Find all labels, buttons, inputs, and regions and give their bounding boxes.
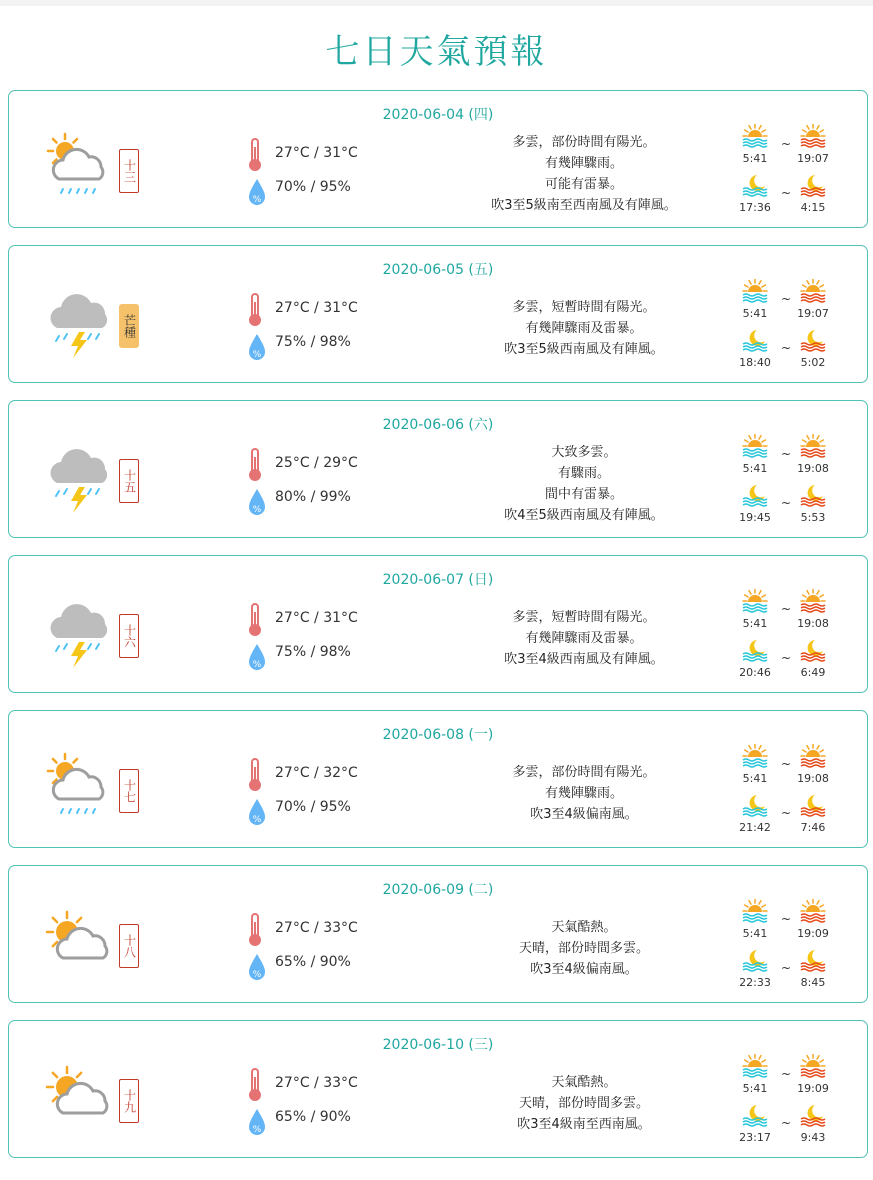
description-line: 多雲，部份時間有陽光。 (512, 765, 656, 780)
humidity-icon-wrap (247, 332, 267, 362)
moonrise-time: 22:33 (739, 976, 771, 989)
temperature-range: 27°C / 32°C (275, 765, 358, 781)
tilde-separator: ~ (781, 137, 792, 151)
moonset-icon (799, 328, 827, 352)
sunrise-icon (741, 589, 769, 613)
moonrise-icon (741, 483, 769, 507)
humidity-range: 65% / 90% (275, 1109, 351, 1125)
moonset-icon (799, 948, 827, 972)
moonrise-icon (741, 173, 769, 197)
lunar-date: 十三 (122, 159, 137, 183)
forecast-date: 2020-06-08 (一) (382, 727, 494, 743)
sunset-icon (799, 1054, 827, 1078)
moonrise-icon (741, 1103, 769, 1127)
lunar-date: 十五 (122, 469, 137, 493)
moonrise-icon (741, 793, 769, 817)
moonrise-icon (741, 793, 769, 817)
thunderstorm-icon (43, 439, 113, 513)
moonset-icon (799, 173, 827, 197)
sunset-icon (799, 124, 827, 148)
moonset-icon (799, 173, 827, 197)
humidity-icon-wrap (247, 177, 267, 207)
thermometer-icon (245, 912, 265, 948)
moonset-icon (799, 1103, 827, 1127)
forecast-description (429, 917, 739, 980)
sunrise-time: 5:41 (742, 307, 768, 320)
sunrise-icon (741, 124, 769, 148)
sunset-icon (799, 899, 827, 923)
moonrise-icon (741, 328, 769, 352)
forecast-description (429, 297, 739, 360)
moonset-icon (799, 1103, 827, 1127)
description-line: 多雲，部份時間有陽光。 (512, 135, 656, 150)
forecast-description (429, 1072, 739, 1135)
weather-icon (43, 594, 113, 668)
forecast-description (429, 442, 739, 526)
svg-text:%: % (252, 660, 262, 670)
cloudy-sunny-showers-icon (43, 749, 113, 823)
temperature-range: 27°C / 33°C (275, 920, 358, 936)
tilde-separator: ~ (781, 496, 792, 510)
top-bar (0, 0, 873, 6)
lunar-date-badge (119, 304, 139, 348)
weather-icon (43, 904, 113, 978)
thermometer-icon-wrap (245, 912, 265, 948)
sunset-time: 19:08 (797, 772, 829, 785)
sunrise-time: 5:41 (742, 927, 768, 940)
forecast-date: 2020-06-09 (二) (382, 882, 494, 898)
lunar-date: 十七 (122, 779, 137, 803)
weather-icon (43, 439, 113, 513)
tilde-separator: ~ (781, 757, 792, 771)
sunrise-time: 5:41 (742, 617, 768, 630)
thermometer-icon-wrap (245, 757, 265, 793)
thunderstorm-icon (43, 594, 113, 668)
humidity-range: 70% / 95% (275, 799, 351, 815)
description-line: 多雲，短暫時間有陽光。 (512, 300, 656, 315)
sunrise-time: 5:41 (742, 772, 768, 785)
description-line: 有幾陣驟雨。 (544, 156, 623, 171)
tilde-separator: ~ (781, 806, 792, 820)
moonset-time: 5:02 (800, 356, 826, 369)
forecast-card (8, 90, 868, 228)
humidity-range: 65% / 90% (275, 954, 351, 970)
sunrise-icon (741, 434, 769, 458)
tilde-separator: ~ (781, 1067, 792, 1081)
moonset-icon (799, 948, 827, 972)
moonset-icon (799, 793, 827, 817)
thermometer-icon (245, 292, 265, 328)
lunar-date-badge (119, 769, 139, 813)
sunset-icon (799, 124, 827, 148)
forecast-date: 2020-06-04 (四) (382, 107, 494, 123)
moonrise-icon (741, 948, 769, 972)
sunrise-icon (741, 279, 769, 303)
svg-text:%: % (252, 505, 262, 515)
humidity-icon-wrap (247, 642, 267, 672)
svg-text:%: % (252, 350, 262, 360)
tilde-separator: ~ (781, 602, 792, 616)
description-line: 吹3至5級南至西南風及有陣風。 (491, 198, 677, 213)
moonset-time: 7:46 (800, 821, 826, 834)
moonset-icon (799, 328, 827, 352)
sunset-icon (799, 434, 827, 458)
sunset-icon (799, 279, 827, 303)
thermometer-icon (245, 757, 265, 793)
sunny-periods-icon (43, 1059, 113, 1133)
svg-text:%: % (252, 195, 262, 205)
sunrise-icon (741, 434, 769, 458)
description-line: 有幾陣驟雨及雷暴。 (525, 321, 643, 336)
lunar-date-badge (119, 459, 139, 503)
lunar-date: 十六 (122, 624, 137, 648)
cloudy-sunny-showers-icon (43, 129, 113, 203)
thermometer-icon-wrap (245, 292, 265, 328)
temperature-range: 27°C / 31°C (275, 300, 358, 316)
sunrise-icon (741, 744, 769, 768)
sunset-time: 19:09 (797, 1082, 829, 1095)
tilde-separator: ~ (781, 341, 792, 355)
thunderstorm-icon (43, 284, 113, 358)
thermometer-icon (245, 1067, 265, 1103)
description-line: 吹3至4級西南風及有陣風。 (504, 652, 664, 667)
humidity-drop-icon (247, 797, 267, 827)
moonset-icon (799, 483, 827, 507)
sunset-icon (799, 744, 827, 768)
moonrise-icon (741, 173, 769, 197)
weather-icon (43, 749, 113, 823)
lunar-date: 芒種 (122, 314, 137, 338)
moonset-icon (799, 483, 827, 507)
moonset-time: 6:49 (800, 666, 826, 679)
moonrise-icon (741, 638, 769, 662)
sunrise-icon (741, 744, 769, 768)
tilde-separator: ~ (781, 912, 792, 926)
moonrise-time: 20:46 (739, 666, 771, 679)
sunset-time: 19:07 (797, 307, 829, 320)
temperature-range: 27°C / 31°C (275, 610, 358, 626)
forecast-card (8, 400, 868, 538)
humidity-icon-wrap (247, 1107, 267, 1137)
thermometer-icon (245, 137, 265, 173)
description-line: 天晴，部份時間多雲。 (518, 941, 649, 956)
forecast-description (429, 607, 739, 670)
humidity-drop-icon (247, 487, 267, 517)
sunrise-time: 5:41 (742, 152, 768, 165)
sunrise-time: 5:41 (742, 1082, 768, 1095)
weather-icon (43, 284, 113, 358)
sunset-icon (799, 279, 827, 303)
forecast-date: 2020-06-05 (五) (382, 262, 494, 278)
lunar-date: 十九 (122, 1089, 137, 1113)
tilde-separator: ~ (781, 651, 792, 665)
description-line: 吹3至4級偏南風。 (530, 962, 638, 977)
description-line: 吹4至5級西南風及有陣風。 (504, 508, 664, 523)
thermometer-icon-wrap (245, 1067, 265, 1103)
forecast-description (429, 762, 739, 825)
description-line: 多雲，短暫時間有陽光。 (512, 610, 656, 625)
humidity-drop-icon (247, 1107, 267, 1137)
temperature-range: 25°C / 29°C (275, 455, 358, 471)
humidity-range: 70% / 95% (275, 179, 351, 195)
moonset-icon (799, 638, 827, 662)
sunset-time: 19:07 (797, 152, 829, 165)
sunrise-icon (741, 124, 769, 148)
forecast-card (8, 710, 868, 848)
moonset-time: 4:15 (800, 201, 826, 214)
lunar-date: 十八 (122, 934, 137, 958)
moonrise-icon (741, 1103, 769, 1127)
forecast-card (8, 1020, 868, 1158)
humidity-range: 75% / 98% (275, 644, 351, 660)
forecast-card (8, 555, 868, 693)
thermometer-icon-wrap (245, 137, 265, 173)
moonset-time: 9:43 (800, 1131, 826, 1144)
moonrise-time: 18:40 (739, 356, 771, 369)
moonset-icon (799, 638, 827, 662)
description-line: 吹3至4級南至西南風。 (517, 1117, 651, 1132)
description-line: 天晴，部份時間多雲。 (518, 1096, 649, 1111)
lunar-date-badge (119, 614, 139, 658)
description-line: 天氣酷熱。 (551, 920, 617, 935)
moonset-time: 5:53 (800, 511, 826, 524)
lunar-date-badge (119, 924, 139, 968)
description-line: 間中有雷暴。 (544, 487, 623, 502)
description-line: 有驟雨。 (557, 466, 610, 481)
lunar-date-badge (119, 149, 139, 193)
tilde-separator: ~ (781, 1116, 792, 1130)
description-line: 有幾陣驟雨。 (544, 786, 623, 801)
moonset-icon (799, 793, 827, 817)
sunrise-icon (741, 899, 769, 923)
tilde-separator: ~ (781, 292, 792, 306)
humidity-icon-wrap (247, 797, 267, 827)
sunset-time: 19:08 (797, 617, 829, 630)
moonrise-time: 17:36 (739, 201, 771, 214)
sunrise-icon (741, 1054, 769, 1078)
thermometer-icon-wrap (245, 602, 265, 638)
sunset-icon (799, 744, 827, 768)
humidity-icon-wrap (247, 487, 267, 517)
humidity-drop-icon (247, 332, 267, 362)
description-line: 天氣酷熱。 (551, 1075, 617, 1090)
svg-text:%: % (252, 970, 262, 980)
thermometer-icon (245, 447, 265, 483)
description-line: 吹3至5級西南風及有陣風。 (504, 342, 664, 357)
moonset-time: 8:45 (800, 976, 826, 989)
forecast-date: 2020-06-07 (日) (382, 572, 494, 588)
page-title: 七日天氣預報 (325, 32, 548, 72)
sunset-time: 19:08 (797, 462, 829, 475)
sunset-icon (799, 589, 827, 613)
svg-text:%: % (252, 1125, 262, 1135)
forecast-date: 2020-06-10 (三) (382, 1037, 494, 1053)
tilde-separator: ~ (781, 447, 792, 461)
tilde-separator: ~ (781, 961, 792, 975)
moonrise-icon (741, 328, 769, 352)
humidity-icon-wrap (247, 952, 267, 982)
description-line: 大致多雲。 (551, 445, 617, 460)
sunrise-time: 5:41 (742, 462, 768, 475)
sunset-icon (799, 1054, 827, 1078)
temperature-range: 27°C / 31°C (275, 145, 358, 161)
thermometer-icon (245, 602, 265, 638)
forecast-card (8, 245, 868, 383)
weather-icon (43, 1059, 113, 1133)
moonrise-time: 19:45 (739, 511, 771, 524)
lunar-date-badge (119, 1079, 139, 1123)
description-line: 有幾陣驟雨及雷暴。 (525, 631, 643, 646)
sunset-time: 19:09 (797, 927, 829, 940)
description-line: 吹3至4級偏南風。 (530, 807, 638, 822)
svg-text:%: % (252, 815, 262, 825)
humidity-drop-icon (247, 177, 267, 207)
moonrise-icon (741, 638, 769, 662)
sunset-icon (799, 899, 827, 923)
humidity-drop-icon (247, 952, 267, 982)
humidity-range: 75% / 98% (275, 334, 351, 350)
sunny-periods-icon (43, 904, 113, 978)
description-line: 可能有雷暴。 (544, 177, 623, 192)
sunrise-icon (741, 1054, 769, 1078)
moonrise-time: 23:17 (739, 1131, 771, 1144)
forecast-card (8, 865, 868, 1003)
moonrise-icon (741, 483, 769, 507)
forecast-date: 2020-06-06 (六) (382, 417, 494, 433)
moonrise-icon (741, 948, 769, 972)
humidity-range: 80% / 99% (275, 489, 351, 505)
moonrise-time: 21:42 (739, 821, 771, 834)
sunrise-icon (741, 589, 769, 613)
temperature-range: 27°C / 33°C (275, 1075, 358, 1091)
forecast-description (429, 132, 739, 216)
sunset-icon (799, 434, 827, 458)
tilde-separator: ~ (781, 186, 792, 200)
sunset-icon (799, 589, 827, 613)
sunrise-icon (741, 899, 769, 923)
weather-icon (43, 129, 113, 203)
humidity-drop-icon (247, 642, 267, 672)
sunrise-icon (741, 279, 769, 303)
thermometer-icon-wrap (245, 447, 265, 483)
